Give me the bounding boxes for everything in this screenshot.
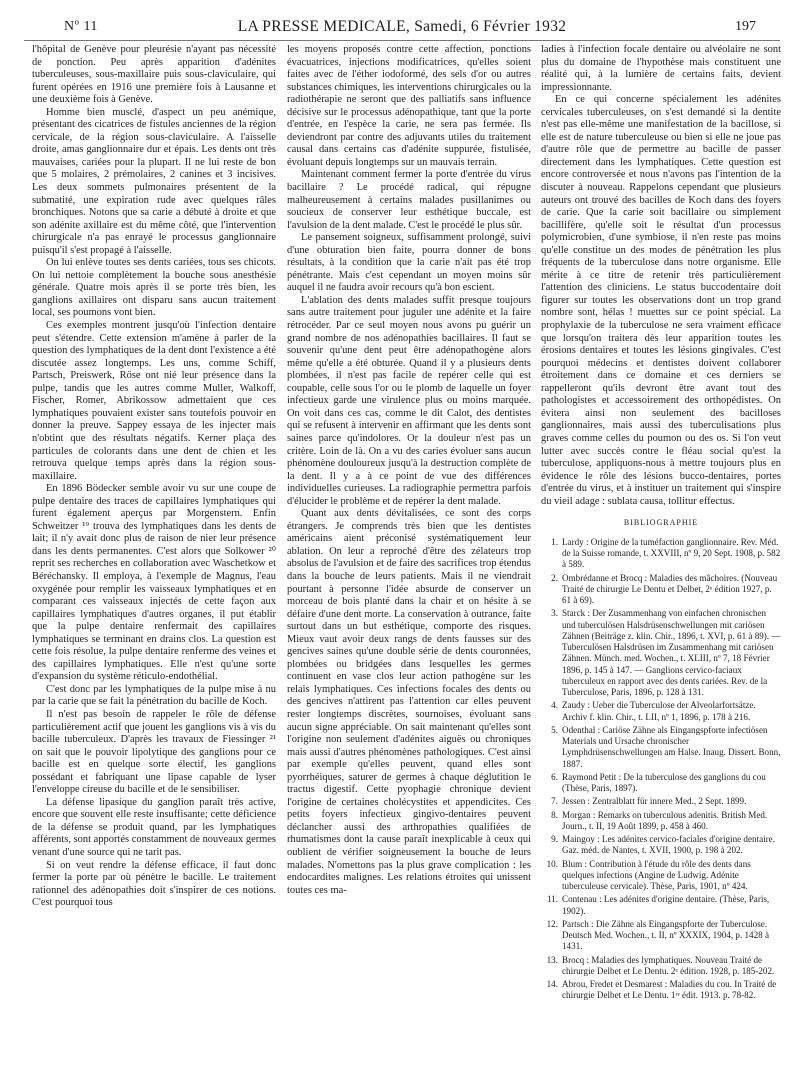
page-number: 197	[735, 19, 756, 34]
item-text: Contenau : Les adénites d'origine dentaire. (Thèse, Paris, 1902).	[562, 894, 770, 916]
bibliography-item	[541, 796, 781, 807]
bibliography-item	[541, 700, 781, 723]
issue-number: Nº 11	[64, 19, 98, 34]
item-number: 10.	[546, 858, 558, 869]
item-text: Odenthal : Cariöse Zähne als Eingangspforte infectiösen Materials und Ursache chronischer Lymphdrüsenschwellungen am Halse. Inaug. Dissert. Bonn, 1887.	[562, 724, 781, 769]
text-column-3	[541, 44, 781, 1004]
item-text: Raymond Petit : De la tuberculose des ganglions du cou (Thèse, Paris, 1897).	[562, 771, 766, 794]
item-number: 1.	[551, 536, 558, 547]
bibliography-heading: BIBLIOGRAPHIE	[623, 518, 699, 528]
item-number: 6.	[551, 771, 558, 782]
bibliography-item	[541, 725, 781, 770]
item-number: 13.	[546, 954, 558, 965]
paragraph: Il n'est pas besoin de rappeler le rôle de défense particulièrement actif que jouent les ganglions vis à vis du bacille tuberculeux. D'après les travaux de Fiessinger ²¹ on sait que le pouvoir lipolytique des ganglions pour ce bacille est en quelque sorte électif, les ganglions possédant et fabriquant une lipase capable de lyser l'enveloppe cireuse du bacille et de le sensibiliser.	[32, 708, 276, 796]
item-text: Jessen : Zentralblatt für innere Med., 2 Sept. 1899.	[562, 796, 747, 807]
item-number: 12.	[546, 918, 558, 929]
paragraph: les moyens proposés contre cette affection, ponctions évacuatrices, injections modificatrices, qu'elles soient faites avec de l'éther iodoformé, des sels d'or ou autres substances chimiques, les interventions chirurgicales ou la radiothérapie ne seront que des palliatifs sans influence décisive sur le processus adénopathique, tant que la porte d'entrée, en l'espèce la carie, ne sera pas fermée. Ils deviendront par contre des adjuvants utiles du traitement causal dans certains cas d'adénite suppurée, fistulisée, évoluant depuis longtemps sur un mauvais terrain.	[287, 44, 531, 168]
item-text: Partsch : Die Zähne als Eingangspforte der Tuberculose. Deutsch Med. Wochen., t. II, nº XXXIX, 1904, p. 1428 à 1431.	[562, 918, 769, 952]
item-number: 7.	[551, 796, 558, 807]
paragraph: C'est donc par les lymphatiques de la pulpe mise à nu par la carie que se fait la pénétration du bacille de Koch.	[32, 683, 276, 708]
item-text: Lardy : Origine de la tuméfaction ganglionnaire. Rev. Méd. de la Suisse romande, t. XXVIII, nº 9, 20 Sept. 1908, p. 582 à 589.	[562, 536, 781, 570]
item-text: Brocq : Maladies des lymphatiques. Nouveau Traité de chirurgie Delbet et Le Dentu. 2ᵉ édition. 1928, p. 185-202.	[562, 954, 775, 976]
bibliography-item	[541, 834, 781, 857]
bibliography-item	[541, 810, 781, 833]
paragraph: On lui enlève toutes ses dents cariées, tous ses chicots. On lui nettoie complètement la bouche sous anesthésie générale. Quatre mois après il se porte très bien, les ganglions axillaires ont disparu sans aucun traitement local, ses poumons vont bien.	[32, 257, 276, 319]
bibliography-item	[541, 608, 781, 698]
bibliography-item	[541, 573, 781, 607]
paragraph: Homme bien musclé, d'aspect un peu anémique, présentant des cicatrices de fistules anciennes de la région cervicale, de la région sous-claviculaire. A l'aisselle droite, amas ganglionnaire dur et épais. Les dents ont très mauvaises, cariées pour la plupart. Il ne lui reste de bon que 5 molaires, 2 prémolaires, 2 canines et 3 incisives. Les deux sommets pulmonaires présentent de la submatité, une expiration rude avec quelques râles bronchiques. Notons que sa carie a débuté à droite et que son adénite axillaire est du même côté, que l'intervention chirurgicale n'a pas enrayé le processus ganglionnaire puisqu'il s'est propagé à l'aisselle.	[32, 106, 276, 256]
paragraph: L'ablation des dents malades suffit presque toujours sans autre traitement pour juguler une adénite et la faire rétrocéder. Par ce seul moyen nous avons pu guérir un grand nombre de nos adénopathies bacillaires. Il faut se souvenir qu'une dent peut être adénopathogène alors même qu'elle a été obturée. Quand il y a plusieurs dents plombées, il n'est pas facile de repérer celle qui est coupable, celle sous l'or ou le plomb de laquelle un foyer infectieux garde une virulence plus ou moins marquée. On voit dans ces cas, comme le dit Calot, des dentistes qui se refusent à intervenir en affirmant que les dents sont saines parce qu'indolores. Or la douleur n'est pas un critère. Loin de là. On a vu des caries évoluer sans aucun phénomène douloureux jusqu'à la destruction complète de la dent. Il y a à ce point de vue des différences individuelles curieuses. La radiographie permettra parfois d'élucider le problème et de repérer la dent malade.	[287, 294, 531, 507]
item-text: Starck : Der Zusammenhang von einfachen chronischen und tuberculösen Halsdrüsenschwellungen mit cariösen Zähnen (Beiträge z. klin. Chir., 1896, t. XVI, p. 61 à 89). — Tuberculösen Halsdrüsen im Zusammenhang mit cariösen Zähnen. Münch. med. Wochen., t. XLIII, nº 7, 18 Février 1896, p. 145 à 147. — Ganglions cervico-faciaux tuberculeux en rapport avec des dents cariées. Rev. de la Tuberculose, Paris, 1896, p. 128 à 131.	[562, 608, 781, 698]
item-number: 9.	[551, 834, 558, 845]
item-text: Abrou, Fredet et Desmarest : Maladies du cou. In Traité de chirurgie Delbet et Le Dentu. 1ʳᵉ édit. 1913. p. 78-82.	[562, 979, 777, 1001]
paragraph: ladies à l'infection focale dentaire ou alvéolaire ne sont plus du domaine de l'hypothèse mais constituent une réalité qui, à la lumière de certains faits, devient impressionnante.	[541, 44, 781, 93]
bibliography-item	[541, 979, 781, 1002]
bibliography-list	[541, 537, 781, 1002]
item-text: Morgan : Remarks on tuberculous adenitis. British Med. Journ., t. II, 19 Août 1899, p. 458 à 460.	[562, 809, 768, 831]
item-text: Ombrédanne et Brocq : Maladies des mâchoires. (Nouveau Traité de chirurgie Le Dentu et Delbet, 2ᵉ édition 1927, p. 61 à 69).	[562, 572, 778, 606]
item-text: Maingoy : Les adénites cervico-faciales d'origine dentaire. Gaz. méd. de Nantes, t. XVII, 1900, p. 198 à 202.	[562, 834, 775, 856]
bibliography-item	[541, 894, 781, 917]
paragraph: l'hôpital de Genève pour pleurésie n'ayant pas nécessité de ponction. Peu après apparition d'adénites tuberculeuses, sous-maxillaire puis sous-claviculaire, qui furent opérées en 1916 une première fois à Lausanne et une deuxième fois à Genève.	[32, 44, 276, 106]
item-number: 3.	[551, 608, 558, 619]
bibliography-item	[541, 919, 781, 953]
text-column-2	[287, 44, 531, 897]
bibliography-item	[541, 537, 781, 571]
paragraph: Maintenant comment fermer la porte d'entrée du virus bacillaire ? Le procédé radical, qui répugne malheureusement à certains malades pusillanimes ou soucieux de conserver leur esthétique buccale, est l'avulsion de la dent malade. C'est le procédé le plus sûr.	[287, 169, 531, 231]
journal-title-date: LA PRESSE MEDICALE, Samedi, 6 Février 1932	[237, 18, 567, 35]
paragraph: Le pansement soigneux, suffisamment prolongé, suivi d'une obturation bien faite, pourra donner de bons résultats, à la condition que la carie n'ait pas été trop pénétrante. Mais c'est cependant un moyen moins sûr auquel il ne faudra avoir recours qu'à bon escient.	[287, 232, 531, 294]
paragraph: Si on veut rendre la défense efficace, il faut donc fermer la porte par où pénètre le bacille. Le traitement rationnel des adénopathies doit s'inspirer de ces notions. C'est pourquoi tous	[32, 859, 276, 909]
text-column-1	[32, 44, 276, 910]
item-number: 14.	[546, 979, 558, 990]
item-text: Blum : Contribution à l'étude du rôle des dents dans quelques infections (Angine de Ludwig. Adénite tuberculeuse cervicale). Thèse, Paris, 1901, nº 424.	[562, 858, 751, 892]
item-number: 4.	[551, 700, 558, 711]
item-number: 5.	[551, 724, 558, 735]
paragraph: Ces exemples montrent jusqu'où l'infection dentaire peut s'étendre. Cette extension m'amène à parler de la question des lymphatiques de la dent dont l'existence a été discutée assez longtemps. Les uns, comme Schiff, Partsch, Preiswerk, Röse ont nié leur présence dans la pulpe, tandis que les autres comme Muller, Walkoff, Fischer, Romer, Abrikossow admettaient que ces lymphatiques pouvaient exister sans toutefois pouvoir en donner la preuve. Sappey essaya de les injecter mais n'obtint que des résultats négatifs. Kerner plaça des particules de colorants dans une dent de chien et les retrouva quelque temps après dans la région sous-maxillaire.	[32, 320, 276, 482]
bibliography-item	[541, 859, 781, 893]
item-text: Zaudy : Ueber die Tuberculose der Alveolarfortsätze. Archiv f. klin. Chir., t. LII, nº 1, 1896, p. 178 à 216.	[562, 700, 756, 722]
paragraph: La défense lipasique du ganglion paraît très active, encore que souvent elle reste insuffisante; cette déficience de la défense se produit quand, par les lymphatiques afférents, sont apportés constamment de nouveaux germes venant d'une source qui ne tarit pas.	[32, 796, 276, 858]
paragraph: En 1896 Bödecker semble avoir vu sur une coupe de pulpe dentaire des traces de capillaires lymphatiques qui furent également aperçus par Morgenstern. Enfin Schweitzer ¹⁹ trouva des lymphatiques dans les dents de lait; il n'y avait donc plus de raison de nier leur présence dans les dents permanentes. C'est alors que Solkower ²⁰ reprit ses recherches en collaboration avec Waschetkow et Béréchansky. Il employa, à l'exemple de Magnus, l'eau oxygénée pour remplir les vaisseaux lymphatiques et en comparant ces vaisseaux injectés de cette façon aux capillaires lymphatiques d'autres organes, il put établir que la pulpe dentaire renfermait des capillaires lymphatiques se terminant en drains clos. La question est cette fois résolue, la pulpe dentaire renferme des veines et des capillaires lymphatiques. Elle n'est qu'une sorte d'expansion du système réticulo-endothélial.	[32, 483, 276, 683]
item-number: 2.	[551, 572, 558, 583]
item-number: 11.	[546, 894, 558, 905]
paragraph: En ce qui concerne spécialement les adénites cervicales tuberculeuses, on s'est demandé si la dentite n'est pas elle-même une manifestation de la bacillose, si elle est de nature tuberculeuse ou bien si elle ne joue pas d'autre rôle que de permettre au bacille de passer directement dans les lymphatiques. Cette question est encore controversée et nous n'avons pas l'intention de la discuter à nouveau. Rappelons cependant que plusieurs auteurs ont trouvé des bacilles de Koch dans des foyers de carie. Que la carie soit bacillaire ou simplement bacillifère, qu'elle soit le résultat d'un processus polymicrobien, d'une symbiose, il n'en reste pas moins qu'elle constitue un des modes de pénétration les plus fréquents de la tuberculose dans notre organisme. Elle mérite à ce titre de retenir très particulièrement l'attention des cliniciens. Le status buccodentaire doit figurer sur toutes les observations dont un trop grand nombre sont, hélas ! muettes sur ce point spécial. La prophylaxie de la tuberculose ne sera vraiment efficace que lorsqu'on traitera dès leur apparition toutes les érosions dentaires et toutes les lésions gingivales. C'est pourquoi médecins et dentistes doivent collaborer étroitement dans ce domaine et ces derniers se rappelleront qu'ils devront être avant tout des pathologistes et accessoirement des orthopédistes. On évitera ainsi non seulement des bacilloses ganglionnaires, mais aussi des tuberculisations plus graves comme celles du poumon ou des os. Si l'on veut lutter avec succès contre le fléau social qu'est la tuberculose, appliquons-nous à mettre toujours plus en évidence le rôle des lésions bucco-dentaires, portes d'entrée du virus, et à instituer un traitement qui s'inspire du vieil adage : sublata causa, tollitur effectus.	[541, 94, 781, 507]
bibliography-item	[541, 772, 781, 795]
paragraph: Quant aux dents dévitalisées, ce sont des corps étrangers. Je comprends très bien que les dentistes américains aient préconisé systématiquement leur ablation. On leur a reproché d'être des zélateurs trop absolus de l'avulsion et de faire des sacrifices trop étendus dans la bouche de leurs patients. Mais il ne viendrait pourtant à personne l'idée absurde de conserver un morceau de bois planté dans la chair et on hésite à se défaire d'une dent morte. La conservation à outrance, faite surtout dans un but esthétique, comporte des risques. Mieux vaut avoir deux rangs de dents fausses sur des gencives saines qu'une double série de dents couronnées, plombées ou bridgées dans lesquelles les germes continuent en vase clos leur action pathogène sur les relais lymphatiques. Ces infections focales des dents ou des gencives n'attirent pas l'attention car elles peuvent rester longtemps discrètes, sournoises, évoluant sans aucun signe appréciable. On sait maintenant qu'elles sont l'origine non seulement d'adénites aiguës ou chroniques mais aussi d'autres phénomènes pathologiques. C'est ainsi par exemple qu'elles peuvent, quand elles sont pyorrhéiques, saturer de germes à chaque déglutition le tractus digestif. Cette pyophagie chronique devient l'origine de certaines cholécystites et appendicites. Ces petits foyers infectieux gingivo-dentaires peuvent déclancher aussi des arthropathies qualifiées de rhumatismes dont la cause paraît inexplicable à ceux qui oublient de vérifier soigneusement la bouche de leurs malades. N'omettons pas la plus grave complication : les endocardites malignes. Les relations étroites qui unissent toutes ces ma-	[287, 508, 531, 896]
page-header	[24, 16, 780, 41]
item-number: 8.	[551, 809, 558, 820]
bibliography-item	[541, 955, 781, 978]
